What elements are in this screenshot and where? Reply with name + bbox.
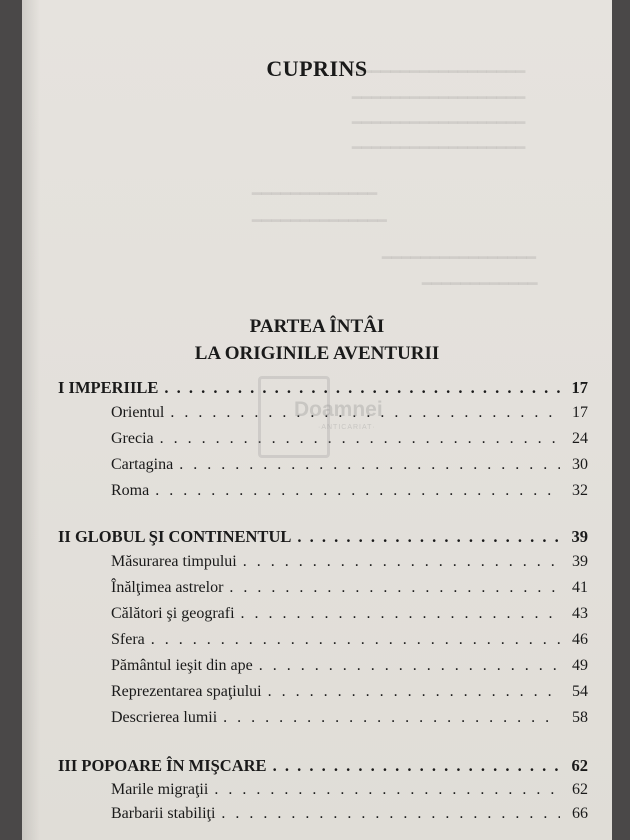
part-heading: PARTEA ÎNTÂI [249, 316, 385, 337]
toc-entry [111, 482, 588, 500]
toc-page-number: 46 [572, 631, 588, 648]
toc-leader-dots [155, 482, 560, 500]
toc-leader-dots [221, 805, 560, 823]
bleed-through-mark: ━━━━━━━━━━━━━ [252, 186, 378, 203]
toc-entry-title: Înălţimea astrelor [111, 579, 224, 596]
toc-entry [111, 579, 588, 597]
toc-leader-dots [273, 756, 560, 776]
toc-page-number: 58 [572, 709, 588, 726]
book-page [22, 0, 612, 840]
toc-chapter [58, 527, 588, 547]
toc-chapter-title: I IMPERIILE [58, 378, 159, 397]
toc-entry [111, 709, 588, 727]
toc-leader-dots [243, 553, 560, 571]
toc-leader-dots [229, 579, 560, 597]
toc-page-number: 39 [571, 527, 588, 546]
toc-page-number: 62 [572, 781, 588, 798]
toc-entry [111, 683, 588, 701]
toc-chapter-title: III POPOARE ÎN MIŞCARE [58, 756, 267, 775]
toc-entry-title: Grecia [111, 430, 154, 447]
toc-leader-dots [223, 709, 560, 727]
toc-page-number: 17 [572, 404, 588, 421]
toc-entry-title: Sfera [111, 631, 145, 648]
bleed-through-mark: ━━━━━━━━━━━━━━ [252, 213, 387, 230]
toc-entry-title: Călători şi geografi [111, 605, 235, 622]
bleed-through-mark: ━━━━━━━━━━━━ [422, 276, 538, 293]
toc-entry-title: Reprezentarea spaţiului [111, 683, 262, 700]
toc-leader-dots [179, 456, 560, 474]
toc-page-number: 30 [572, 456, 588, 473]
watermark-text: Doamnei [294, 398, 383, 421]
toc-leader-dots [160, 430, 560, 448]
toc-entry-title: Orientul [111, 404, 165, 421]
toc-entry-title: Descrierea lumii [111, 709, 218, 726]
toc-leader-dots [241, 605, 560, 623]
toc-page-number: 17 [571, 378, 588, 397]
toc-entry-title: Cartagina [111, 456, 174, 473]
toc-leader-dots [297, 527, 560, 547]
toc-page-number: 62 [571, 756, 588, 775]
toc-entry [111, 605, 588, 623]
toc-chapter-title: II GLOBUL ŞI CONTINENTUL [58, 527, 292, 546]
bleed-through-mark: ━━━━━━━━━━━━━━━━━━ [352, 90, 526, 107]
toc-leader-dots [151, 631, 560, 649]
toc-leader-dots [259, 657, 560, 675]
toc-page-number: 66 [572, 805, 588, 822]
toc-page-number: 49 [572, 657, 588, 674]
toc-entry-title: Măsurarea timpului [111, 553, 237, 570]
toc-page-number: 24 [572, 430, 588, 447]
toc-entry [111, 657, 588, 675]
toc-leader-dots [268, 683, 560, 701]
toc-leader-dots [214, 781, 560, 799]
toc-chapter [58, 756, 588, 776]
bleed-through-mark: ━━━━━━━━━━━━━━━━━━ [352, 140, 526, 157]
toc-entry [111, 430, 588, 448]
toc-entry [111, 805, 588, 823]
page-title: CUPRINS [266, 56, 368, 81]
toc-entry [111, 631, 588, 649]
toc-page-number: 54 [572, 683, 588, 700]
toc-entry-title: Barbarii stabiliţi [111, 805, 216, 822]
part-subheading: LA ORIGINILE AVENTURII [194, 343, 440, 364]
toc-entry-title: Marile migraţii [111, 781, 209, 798]
toc-entry [111, 781, 588, 799]
toc-entry [111, 456, 588, 474]
toc-entry-title: Pământul ieşit din ape [111, 657, 253, 674]
bleed-through-mark: ━━━━━━━━━━━━━━━━━━ [352, 115, 526, 132]
toc-page-number: 43 [572, 605, 588, 622]
watermark-subtext: ·ANTICARIAT· [318, 424, 376, 431]
toc-entry-title: Roma [111, 482, 150, 499]
toc-page-number: 39 [572, 553, 588, 570]
toc-leader-dots [164, 378, 560, 398]
bleed-through-mark: ━━━━━━━━━━━━━━━━━━ [352, 64, 526, 81]
toc-page-number: 32 [572, 482, 588, 499]
toc-entry [111, 553, 588, 571]
toc-page-number: 41 [572, 579, 588, 596]
bleed-through-mark: ━━━━━━━━━━━━━━━━ [382, 250, 537, 267]
